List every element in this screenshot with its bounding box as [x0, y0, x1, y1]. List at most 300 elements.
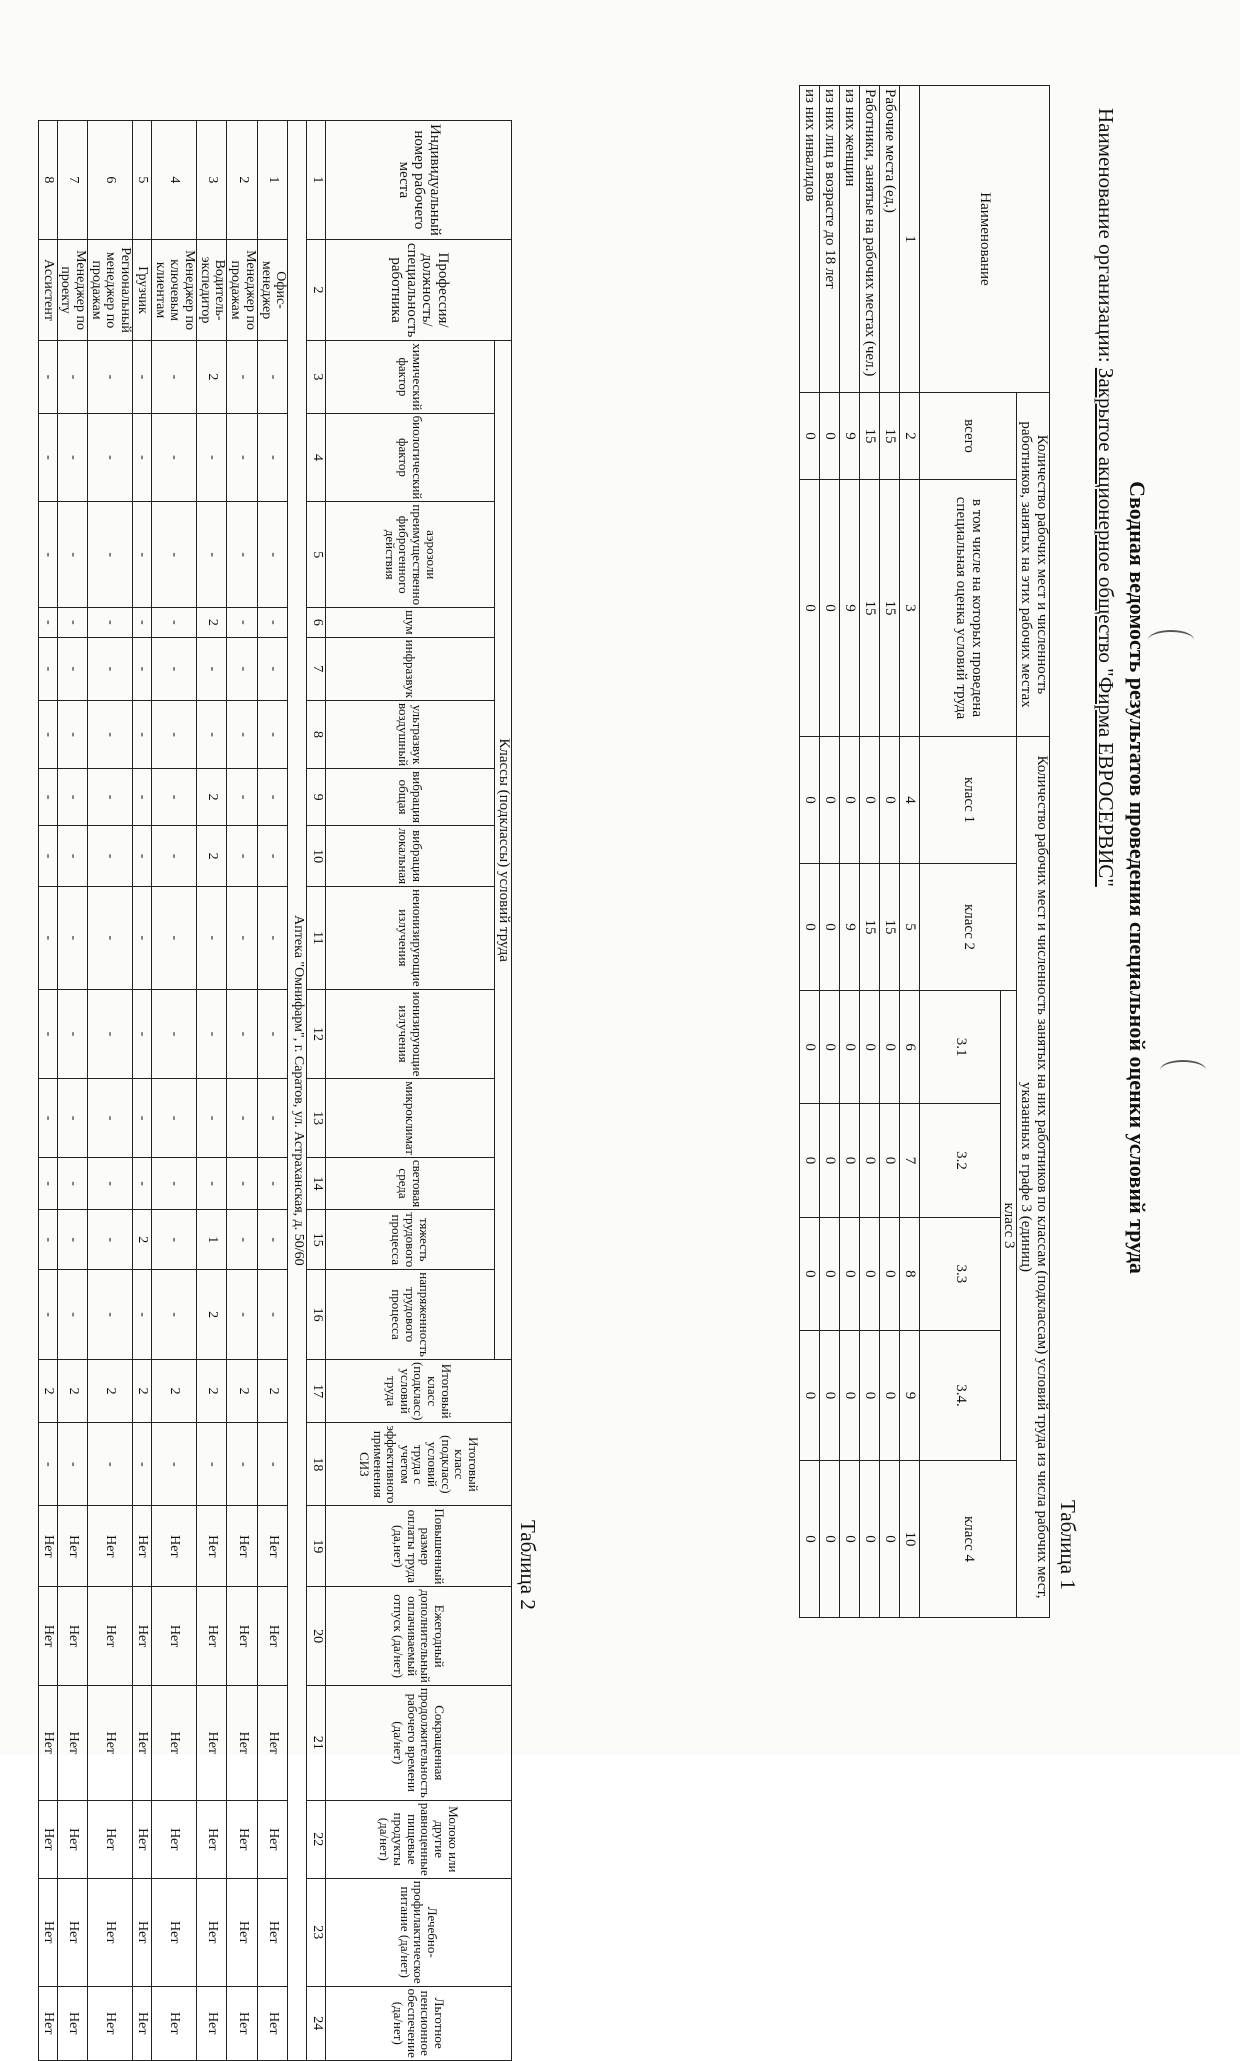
- t2-cell: -: [88, 700, 133, 768]
- t2-colnum: 22: [307, 1800, 326, 1878]
- t2-cell: Нет: [57, 1506, 87, 1587]
- t2-colnum: 4: [307, 413, 326, 502]
- t2-cell: -: [257, 769, 287, 826]
- t1-colnum: 9: [899, 1331, 919, 1461]
- t1-cell: 9: [839, 864, 859, 991]
- t1-cell: 0: [859, 737, 879, 864]
- t2-header-factor: световая среда: [326, 1157, 495, 1209]
- t2-cell: -: [133, 1079, 152, 1158]
- t2-row-num: 3: [197, 121, 227, 240]
- t1-cell: 0: [819, 1217, 839, 1330]
- t2-row-prof: Водитель-экспедитор: [197, 239, 227, 340]
- t2-colnum: 20: [307, 1587, 326, 1685]
- t2-row-prof: Менеджер по проекту: [57, 239, 87, 340]
- t1-cell: 0: [799, 393, 819, 480]
- t2-cell: Нет: [57, 1800, 87, 1878]
- t2-cell: -: [227, 608, 257, 638]
- t2-cell: -: [57, 887, 87, 989]
- t2-cell: -: [88, 826, 133, 887]
- t2-colnum: 23: [307, 1878, 326, 1986]
- t2-cell: -: [38, 887, 57, 989]
- table1-label: Таблица 1: [1056, 1500, 1080, 1590]
- t1-row-name: Рабочие места (ед.): [879, 86, 899, 393]
- t2-cell: Нет: [197, 1506, 227, 1587]
- t1-cell: 0: [879, 1331, 899, 1461]
- t2-header-factor: Итоговый класс (подкласс) условий труда: [326, 1359, 512, 1422]
- t2-header-prof: Профессия/должность/специальность работника: [326, 239, 512, 340]
- t2-colnum: 9: [307, 769, 326, 826]
- t2-row-num: 7: [57, 121, 87, 240]
- t1-cell: 0: [859, 1331, 879, 1461]
- t1-row-name: из них инвалидов: [799, 86, 819, 393]
- t1-cell: 0: [799, 1217, 819, 1330]
- t2-cell: -: [57, 1079, 87, 1158]
- t2-cell: -: [227, 887, 257, 989]
- t2-cell: Нет: [133, 1587, 152, 1685]
- t1-row-name: из них лиц в возрасте до 18 лет: [819, 86, 839, 393]
- t2-cell: -: [227, 341, 257, 413]
- t1-cell: 0: [799, 737, 819, 864]
- t1-cell: 0: [819, 1461, 839, 1618]
- t2-cell: -: [38, 1270, 57, 1360]
- t2-cell: 2: [38, 1359, 57, 1422]
- t2-cell: Нет: [197, 1986, 227, 2060]
- t1-cell: 9: [839, 393, 859, 480]
- t2-header-factor: вибрация локальная: [326, 826, 495, 887]
- t2-cell: -: [257, 1423, 287, 1506]
- t1-row-name: из них женщин: [839, 86, 859, 393]
- t2-cell: Нет: [88, 1685, 133, 1800]
- t2-cell: -: [152, 1210, 197, 1270]
- t2-cell: Нет: [133, 1986, 152, 2060]
- t2-cell: Нет: [227, 1506, 257, 1587]
- t2-cell: Нет: [197, 1800, 227, 1878]
- t2-header-num: Индивидуальный номер рабочего места: [326, 121, 512, 240]
- t1-cell: 0: [839, 737, 859, 864]
- t2-cell: -: [38, 1210, 57, 1270]
- t2-colnum: 6: [307, 608, 326, 638]
- t2-cell: Нет: [88, 1878, 133, 1986]
- t2-cell: Нет: [257, 1986, 287, 2060]
- t1-header-count-group: Количество рабочих мест и численность работников, занятых на этих рабочих местах: [1017, 393, 1050, 737]
- t1-cell: 0: [799, 1461, 819, 1618]
- t2-header-factor: биологический фактор: [326, 413, 495, 502]
- t2-cell: -: [133, 341, 152, 413]
- t2-cell: -: [88, 637, 133, 700]
- t2-header-factor: аэрозоли преимущественно фиброгенного действия: [326, 502, 495, 608]
- t1-cell: 0: [799, 864, 819, 991]
- t2-colnum: 19: [307, 1506, 326, 1587]
- t1-header-c31: 3.1: [919, 991, 1000, 1104]
- t2-cell: -: [257, 887, 287, 989]
- t2-header-factor: Сокращенная продолжительность рабочего времени (да/нет): [326, 1685, 512, 1800]
- t2-cell: -: [152, 341, 197, 413]
- t1-cell: 15: [879, 393, 899, 480]
- t2-cell: Нет: [88, 1506, 133, 1587]
- t2-cell: Нет: [57, 1878, 87, 1986]
- t2-cell: -: [197, 887, 227, 989]
- t2-cell: -: [133, 1157, 152, 1209]
- t2-cell: -: [133, 637, 152, 700]
- t2-cell: -: [197, 989, 227, 1079]
- t2-cell: -: [57, 769, 87, 826]
- t2-body: [38, 121, 307, 2061]
- t1-cell: 15: [859, 393, 879, 480]
- t1-colnum: 6: [899, 991, 919, 1104]
- t1-cell: 0: [799, 1331, 819, 1461]
- t2-cell: -: [257, 1270, 287, 1360]
- t2-row-prof: Менеджер по ключевым клиентам: [152, 239, 197, 340]
- t2-cell: -: [257, 700, 287, 768]
- t1-cell: 0: [839, 1104, 859, 1217]
- t2-cell: 2: [257, 1359, 287, 1422]
- t1-cell: 15: [879, 864, 899, 991]
- document-title: Сводная ведомость результатов проведения специальной оценки условий труда: [1125, 481, 1150, 1274]
- t2-cell: -: [227, 413, 257, 502]
- t1-cell: 0: [859, 1104, 879, 1217]
- t2-cell: -: [227, 1270, 257, 1360]
- t1-cell: 0: [839, 1461, 859, 1618]
- t2-header-factor: Лечебно-профилактическое питание (да/нет): [326, 1878, 512, 1986]
- t2-cell: Нет: [197, 1587, 227, 1685]
- t2-cell: Нет: [197, 1685, 227, 1800]
- t2-cell: 2: [197, 1270, 227, 1360]
- t2-cell: -: [133, 700, 152, 768]
- t2-row-num: 1: [257, 121, 287, 240]
- t2-cell: Нет: [227, 1986, 257, 2060]
- t2-cell: -: [88, 887, 133, 989]
- t2-cell: -: [38, 1079, 57, 1158]
- t2-header-row: [495, 121, 512, 2061]
- t2-header-factor: химический фактор: [326, 341, 495, 413]
- t2-header-factor: Итоговый класс (подкласс) условий труда с учетом эффективного применения СИЗ: [326, 1423, 512, 1506]
- t1-cell: 0: [859, 1461, 879, 1618]
- t2-cell: -: [257, 826, 287, 887]
- t2-header-factor: тяжесть трудового процесса: [326, 1210, 495, 1270]
- t2-header-factor: Молоко или другие равноценные пищевые продукты (да/нет): [326, 1800, 512, 1878]
- t2-row-prof: Грузчик: [133, 239, 152, 340]
- t2-cell: -: [257, 1157, 287, 1209]
- t1-cell: 0: [879, 1461, 899, 1618]
- t1-body: [799, 86, 899, 1618]
- t1-cell: 0: [819, 1104, 839, 1217]
- t2-cell: -: [257, 608, 287, 638]
- t2-cell: 2: [133, 1210, 152, 1270]
- t1-cell: 0: [839, 1217, 859, 1330]
- t2-cell: 1: [197, 1210, 227, 1270]
- t1-cell: 0: [859, 1217, 879, 1330]
- t2-colnum: 18: [307, 1423, 326, 1506]
- t1-cell: 0: [819, 864, 839, 991]
- t1-cell: 0: [879, 737, 899, 864]
- t1-colnum: 8: [899, 1217, 919, 1330]
- t2-cell: -: [38, 341, 57, 413]
- t1-row: [859, 86, 879, 1618]
- t2-cell: Нет: [88, 1800, 133, 1878]
- t2-cell: -: [197, 1157, 227, 1209]
- t2-colnum: 12: [307, 989, 326, 1079]
- t2-cell: -: [227, 826, 257, 887]
- t2-cell: 2: [197, 769, 227, 826]
- t2-cell: -: [152, 413, 197, 502]
- t2-cell: -: [38, 826, 57, 887]
- t1-header-c32: 3.2: [919, 1104, 1000, 1217]
- t2-cell: -: [257, 1210, 287, 1270]
- t2-header-factor: ультразвук воздушный: [326, 700, 495, 768]
- t2-cell: Нет: [152, 1506, 197, 1587]
- t2-cell: Нет: [152, 1685, 197, 1800]
- t2-cell: -: [152, 1423, 197, 1506]
- t2-cell: -: [57, 1270, 87, 1360]
- t2-cell: Нет: [227, 1587, 257, 1685]
- t2-colnum: 5: [307, 502, 326, 608]
- t2-cell: -: [152, 989, 197, 1079]
- t2-cell: Нет: [197, 1878, 227, 1986]
- t2-cell: -: [133, 826, 152, 887]
- t2-row: [133, 121, 152, 2061]
- t1-cell: 0: [819, 1331, 839, 1461]
- t1-cell: 0: [859, 991, 879, 1104]
- t2-cell: -: [257, 341, 287, 413]
- t1-colnum: 7: [899, 1104, 919, 1217]
- t2-row: [197, 121, 227, 2061]
- table2-label: Таблица 2: [516, 1520, 540, 1610]
- t2-cell: Нет: [133, 1685, 152, 1800]
- organization-name: Закрытое акционерное общество "Фирма ЕВРОСЕРВИС": [1094, 367, 1118, 887]
- t2-colnum: 13: [307, 1079, 326, 1158]
- t2-row-num: 5: [133, 121, 152, 240]
- t2-row-num: 6: [88, 121, 133, 240]
- t2-cell: -: [88, 1079, 133, 1158]
- t2-cell: -: [227, 769, 257, 826]
- t1-header-name: Наименование: [919, 86, 1049, 393]
- t2-cell: -: [88, 341, 133, 413]
- t2-cell: -: [38, 608, 57, 638]
- t1-row: [839, 86, 859, 1618]
- t2-header-factor: вибрация общая: [326, 769, 495, 826]
- t1-colnum: 10: [899, 1461, 919, 1618]
- t1-header-classes-group: Количество рабочих мест и численность занятых на них работников по классам (подклассам) условий труда из числа рабочих мест, указанных в графе 3 (единиц): [1017, 737, 1050, 1618]
- t2-cell: -: [57, 989, 87, 1079]
- t1-header-class1: класс 1: [919, 737, 1017, 864]
- t1-header-total: всего: [919, 393, 1017, 480]
- t1-cell: 0: [819, 393, 839, 480]
- t2-row-prof: Менеджер по продажам: [227, 239, 257, 340]
- t2-cell: -: [88, 1270, 133, 1360]
- t2-cell: -: [257, 989, 287, 1079]
- t2-header-factor: Льготное пенсионное обеспечение (да/нет): [326, 1986, 512, 2060]
- t2-colnum: 11: [307, 887, 326, 989]
- t2-cell: -: [88, 769, 133, 826]
- t2-cell: Нет: [227, 1685, 257, 1800]
- t2-cell: Нет: [257, 1800, 287, 1878]
- t2-cell: -: [57, 1423, 87, 1506]
- t2-cell: -: [38, 989, 57, 1079]
- t2-cell: -: [57, 1210, 87, 1270]
- t1-cell: 0: [819, 737, 839, 864]
- t2-cell: 2: [57, 1359, 87, 1422]
- t2-cell: -: [88, 1210, 133, 1270]
- t2-cell: -: [152, 1079, 197, 1158]
- t2-cell: -: [257, 502, 287, 608]
- t2-cell: Нет: [227, 1878, 257, 1986]
- t2-cell: -: [257, 413, 287, 502]
- t2-cell: -: [57, 826, 87, 887]
- t2-cell: -: [152, 887, 197, 989]
- t2-section-label: Аптека "Омнифарм", г. Саратов, ул. Астраханская, д. 50/60: [288, 121, 307, 2061]
- t1-cell: 0: [839, 991, 859, 1104]
- t2-cell: -: [38, 700, 57, 768]
- t2-colnum: 16: [307, 1270, 326, 1360]
- t2-cell: Нет: [38, 1506, 57, 1587]
- t2-colnum: 3: [307, 341, 326, 413]
- t2-row: [152, 121, 197, 2061]
- t2-cell: Нет: [133, 1878, 152, 1986]
- t2-header-factor: неионизирующие излучения: [326, 887, 495, 989]
- t2-cell: 2: [197, 341, 227, 413]
- t2-cell: -: [227, 1423, 257, 1506]
- t2-colnum: 15: [307, 1210, 326, 1270]
- t2-cell: Нет: [38, 1800, 57, 1878]
- t2-cell: 2: [197, 608, 227, 638]
- summary-table: [799, 85, 1050, 1618]
- t1-header-assessed: в том числе на которых проведена специальная оценка условий труда: [919, 480, 1017, 737]
- t2-cell: -: [227, 502, 257, 608]
- t2-cell: -: [152, 1270, 197, 1360]
- t2-cell: -: [197, 413, 227, 502]
- t2-cell: -: [38, 502, 57, 608]
- t2-colnum: 10: [307, 826, 326, 887]
- organization-line: [1093, 108, 1118, 887]
- t2-cell: -: [57, 413, 87, 502]
- t1-cell: 0: [819, 991, 839, 1104]
- t2-cell: -: [57, 608, 87, 638]
- t2-cell: Нет: [38, 1878, 57, 1986]
- t1-row: [879, 86, 899, 1618]
- t2-cell: -: [88, 989, 133, 1079]
- t2-cell: -: [227, 1210, 257, 1270]
- t1-cell: 0: [819, 480, 839, 737]
- t2-cell: -: [197, 1079, 227, 1158]
- t2-cell: -: [38, 413, 57, 502]
- t2-cell: -: [152, 637, 197, 700]
- t1-header-class2: класс 2: [919, 864, 1017, 991]
- t2-cell: -: [152, 769, 197, 826]
- t2-cell: Нет: [257, 1878, 287, 1986]
- t2-header-factor: инфразвук: [326, 637, 495, 700]
- t2-cell: -: [227, 700, 257, 768]
- t1-row: [799, 86, 819, 1618]
- t2-cell: Нет: [88, 1587, 133, 1685]
- t2-colnum: 17: [307, 1359, 326, 1422]
- t2-row-num: 4: [152, 121, 197, 240]
- t2-cell: Нет: [257, 1685, 287, 1800]
- t2-colnum: 2: [307, 239, 326, 340]
- t2-head: [307, 121, 512, 2061]
- t2-cell: Нет: [257, 1587, 287, 1685]
- t2-cell: Нет: [57, 1986, 87, 2060]
- t1-cell: 15: [859, 864, 879, 991]
- t1-header-class3: класс 3: [1000, 991, 1017, 1461]
- t2-cell: -: [152, 700, 197, 768]
- t2-cell: -: [133, 989, 152, 1079]
- t1-colnum: 3: [899, 480, 919, 737]
- t2-column-numbers: [307, 121, 326, 2061]
- t2-cell: -: [38, 769, 57, 826]
- t2-row: [88, 121, 133, 2061]
- t1-cell: 15: [859, 480, 879, 737]
- t2-row: [57, 121, 87, 2061]
- t2-cell: Нет: [152, 1986, 197, 2060]
- t2-cell: Нет: [133, 1800, 152, 1878]
- t2-cell: -: [88, 1423, 133, 1506]
- t2-cell: -: [57, 502, 87, 608]
- t2-cell: -: [133, 769, 152, 826]
- t2-cell: -: [38, 1423, 57, 1506]
- t1-row: [819, 86, 839, 1618]
- t2-row-prof: Ассистент: [38, 239, 57, 340]
- t2-cell: -: [227, 989, 257, 1079]
- t2-cell: 2: [197, 826, 227, 887]
- t1-colnum: 2: [899, 393, 919, 480]
- t2-row: [38, 121, 57, 2061]
- t2-section-row: [288, 121, 307, 2061]
- t2-cell: 2: [133, 1359, 152, 1422]
- t2-cell: -: [57, 700, 87, 768]
- t1-cell: 9: [839, 480, 859, 737]
- t2-cell: -: [197, 637, 227, 700]
- t2-cell: Нет: [57, 1587, 87, 1685]
- workplace-table: [38, 120, 512, 2061]
- t2-cell: -: [133, 608, 152, 638]
- t2-cell: -: [88, 413, 133, 502]
- t2-cell: Нет: [227, 1800, 257, 1878]
- t2-colnum: 7: [307, 637, 326, 700]
- t2-cell: -: [257, 637, 287, 700]
- t2-cell: Нет: [38, 1685, 57, 1800]
- t1-colnum: 4: [899, 737, 919, 864]
- t1-column-numbers: [899, 86, 919, 1618]
- t2-row-prof: Региональный менеджер по продажам: [88, 239, 133, 340]
- t2-cell: -: [38, 1157, 57, 1209]
- t2-cell: -: [133, 1270, 152, 1360]
- t2-header-classes-group: Классы (подклассы) условий труда: [495, 341, 512, 1360]
- t2-cell: -: [197, 1423, 227, 1506]
- t1-header-c33: 3.3: [919, 1217, 1000, 1330]
- t1-row-name: Работники, занятые на рабочих местах (чел.): [859, 86, 879, 393]
- t2-header-factor: Ежегодный дополнительный оплачиваемый отпуск (да/нет): [326, 1587, 512, 1685]
- t2-cell: Нет: [57, 1685, 87, 1800]
- t2-cell: -: [152, 826, 197, 887]
- t2-cell: -: [57, 637, 87, 700]
- t2-cell: 2: [152, 1359, 197, 1422]
- t2-colnum: 21: [307, 1685, 326, 1800]
- t2-cell: -: [133, 413, 152, 502]
- t2-header-factor: напряженность трудового процесса: [326, 1270, 495, 1360]
- t2-cell: Нет: [38, 1587, 57, 1685]
- t1-cell: 0: [879, 1217, 899, 1330]
- t1-cell: 0: [879, 991, 899, 1104]
- t2-cell: -: [197, 502, 227, 608]
- t1-colnum: 5: [899, 864, 919, 991]
- t2-colnum: 14: [307, 1157, 326, 1209]
- t2-cell: Нет: [38, 1986, 57, 2060]
- t2-cell: -: [88, 608, 133, 638]
- t2-header-factor: шум: [326, 608, 495, 638]
- t1-header-class4: класс 4: [919, 1461, 1017, 1618]
- t2-cell: Нет: [133, 1506, 152, 1587]
- t2-cell: -: [197, 700, 227, 768]
